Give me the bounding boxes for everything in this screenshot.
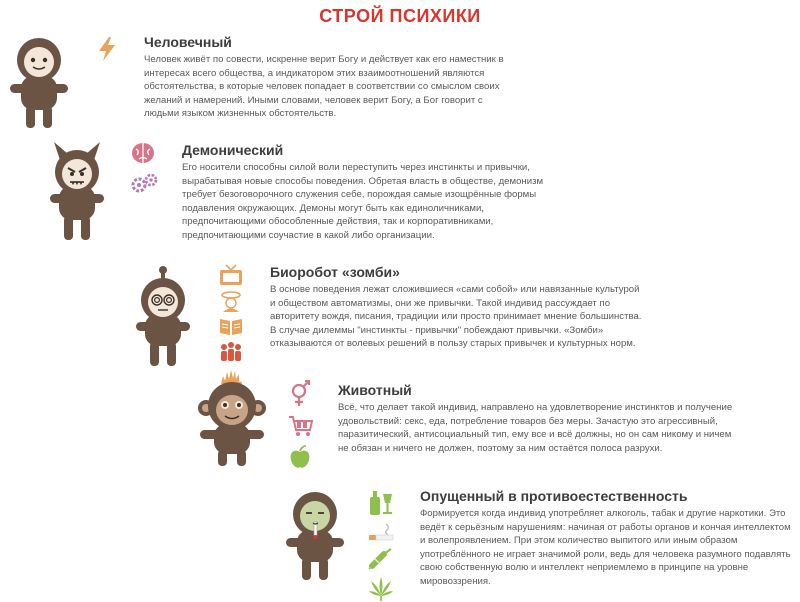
- zombie-figure: [134, 264, 192, 368]
- section-title: Биоробот «зомби»: [270, 264, 400, 280]
- section-1-icons: [96, 36, 118, 62]
- section-description: В основе поведения лежат сложившиеся «сами собой» или навязанные культурой и обществом автоматизмы, они же привычки. Такой индивид рассуждает по авторитету вождя, писания, традиции или просто принимает мнение большинства. В случае дилеммы "инстинкты - привычки" побеждают привычки. «Зомби» отказываются от волевых решений в пользу старых привычек и культурных норм.: [270, 284, 642, 350]
- intoxicated-figure: [280, 488, 350, 582]
- section-description: Человек живёт по совести, искренне верит Богу и действует как его наместник в интересах всего общества, а индикатором этих взаимоотношений являются обстоятельства, в которые человек попадает в соответствии со смыслом своих желаний и намерений. Иными словами, человек верит Богу, а Бог говорит с людьми языком жизненных обстоятельств.: [144, 54, 504, 120]
- section-5-icons: [368, 490, 394, 602]
- section-description: Его носители способны силой воли переступить через инстинкты и привычки, вырабатывая новые способы поведения. Обретая власть в обществе, демонизм требует безоговорочного служения себе, порождая самые изощрённые формы подавления окружающих. Демоны могут быть как единоличниками, предпочитающими обособленные действия, так и корпоративниками, предпочитающими соучастие в какой либо организации.: [182, 162, 544, 241]
- section-degraded: [420, 488, 796, 589]
- section-3-icons: [218, 264, 244, 388]
- gears-icon: [130, 172, 158, 196]
- cigarette-icon: [368, 522, 394, 542]
- section-title: Демонический: [182, 142, 284, 158]
- section-title: Человечный: [144, 34, 232, 50]
- apple-icon: [288, 444, 312, 470]
- bottles-icon: [368, 490, 394, 516]
- section-title: Опущенный в противоестественность: [420, 488, 688, 504]
- tv-icon: [218, 264, 244, 286]
- brain-icon: [130, 140, 156, 166]
- syringe-icon: [368, 548, 394, 570]
- lightning-icon: [96, 36, 118, 62]
- crowd-icon: [218, 340, 244, 362]
- section-demonic: [182, 142, 560, 243]
- section-human: [144, 34, 516, 121]
- page-title: СТРОЙ ПСИХИКИ: [319, 6, 481, 26]
- cannabis-leaf-icon: [368, 576, 394, 602]
- monkey-figure: [192, 378, 272, 468]
- section-animal: [338, 382, 740, 455]
- book-icon: [218, 316, 244, 336]
- gender-icon: [288, 380, 312, 408]
- shopping-cart-icon: [288, 414, 314, 438]
- halo-icon: [218, 290, 244, 312]
- human-figure: [4, 36, 74, 130]
- section-title: Животный: [338, 382, 412, 398]
- section-description: Формируется когда индивид употребляет алкоголь, табак и другие наркотики. Это ведёт к серьёзным нарушениям: начиная от работы органов и кончая интеллектом и волепроявлением. При этом количество выпитого или иным образом употреблённого не играет значимой роли, ведь для человека разумного подавлять свою собственную волю и интеллект неприемлемо в принципе на уровне мировоззрения.: [420, 508, 791, 587]
- demon-figure: [44, 140, 110, 242]
- section-2-icons: [130, 140, 158, 196]
- section-description: Всё, что делает такой индивид, направлено на удовлетворение инстинктов и получение удовольствий: секс, еда, потребление товаров без меры. Зачастую это агрессивный, паразитический, антисоциальный тип, ему все и всё должны, но он сам никому и ничем не обязан и ничего не должен, поэтому за ним остаётся полоса разрухи.: [338, 402, 733, 454]
- section-zombie: [270, 264, 642, 351]
- section-4-icons: [288, 380, 314, 470]
